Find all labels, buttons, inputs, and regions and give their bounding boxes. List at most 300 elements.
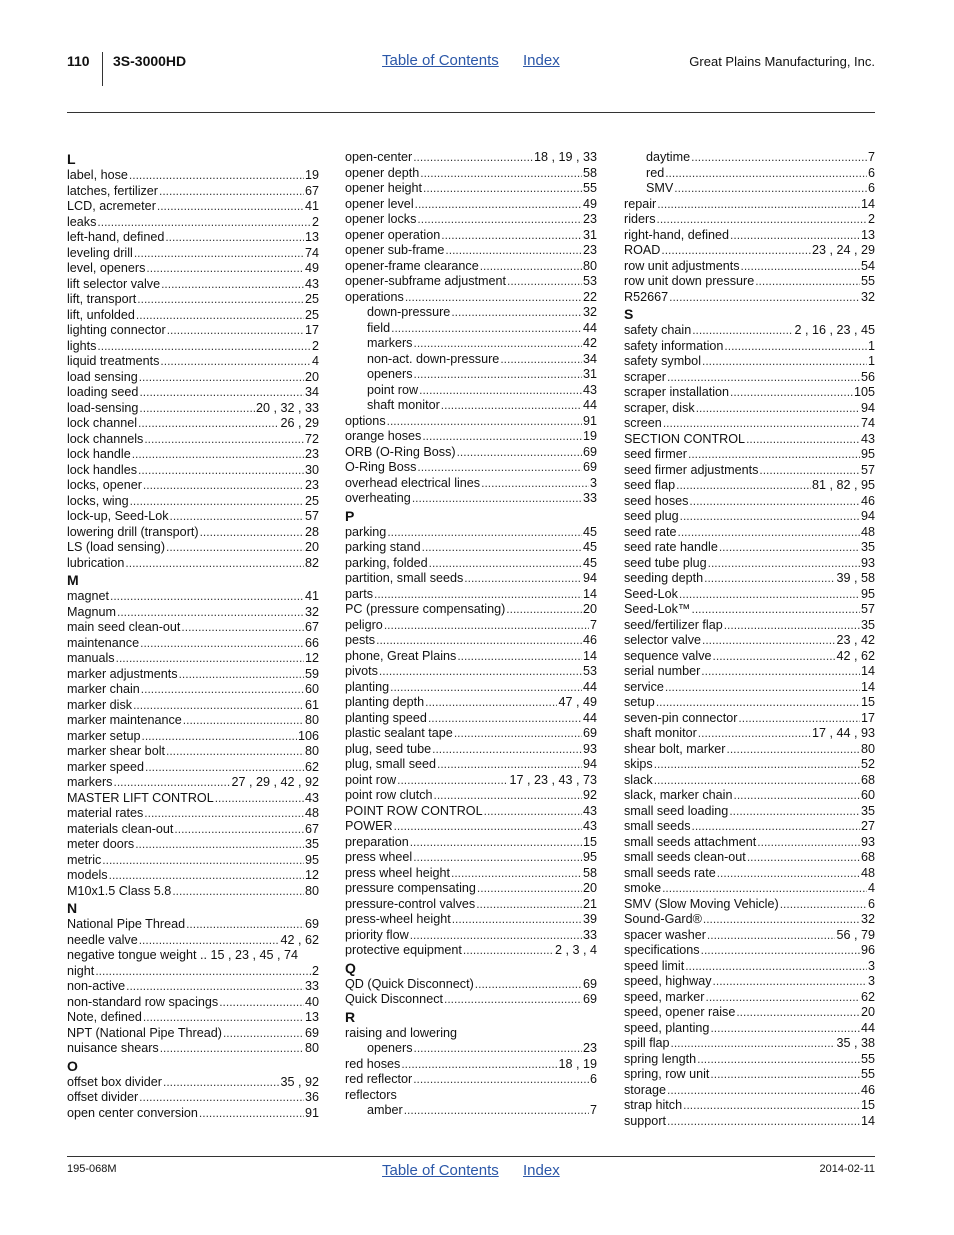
entry-page-refs[interactable]: 67	[304, 620, 319, 634]
entry-page-refs[interactable]: 95	[304, 852, 319, 867]
index-entry[interactable]	[345, 695, 597, 711]
index-entry[interactable]	[624, 212, 875, 228]
index-entry[interactable]	[345, 788, 597, 804]
entry-page-refs[interactable]: 62	[860, 989, 875, 1004]
index-entry[interactable]	[345, 943, 597, 959]
index-entry[interactable]	[624, 773, 875, 789]
index-entry[interactable]	[67, 416, 319, 432]
index-entry[interactable]	[345, 711, 597, 727]
index-link-bottom[interactable]: Index	[523, 1162, 560, 1179]
index-entry[interactable]	[67, 401, 319, 417]
entry-page-refs[interactable]: 72	[304, 431, 319, 446]
entry-page-refs[interactable]: 55	[860, 1051, 875, 1066]
entry-page-refs[interactable]: 14	[860, 1113, 875, 1128]
index-entry[interactable]	[67, 667, 319, 683]
index-entry[interactable]	[67, 744, 319, 760]
entry-page-refs[interactable]: 96	[860, 943, 875, 957]
index-entry[interactable]	[624, 525, 875, 541]
index-entry[interactable]	[345, 680, 597, 696]
index-entry[interactable]	[345, 633, 597, 649]
toc-link-top[interactable]: Table of Contents	[382, 52, 499, 69]
entry-page-refs[interactable]: 31	[582, 227, 597, 242]
index-entry[interactable]	[67, 323, 319, 339]
index-entry[interactable]	[345, 912, 597, 928]
index-entry[interactable]	[67, 760, 319, 776]
index-entry[interactable]	[624, 259, 875, 275]
index-entry[interactable]	[624, 1021, 875, 1037]
entry-page-refs[interactable]: 57	[304, 509, 319, 523]
index-entry[interactable]	[67, 463, 319, 479]
entry-page-refs[interactable]: 67	[304, 821, 319, 836]
index-entry[interactable]	[624, 509, 875, 525]
entry-page-refs[interactable]: 80	[582, 258, 597, 273]
entry-page-refs[interactable]: 1	[867, 338, 875, 353]
entry-page-refs[interactable]: 20	[582, 602, 597, 616]
index-entry[interactable]	[67, 620, 319, 636]
entry-page-refs[interactable]: 60	[304, 682, 319, 696]
entry-page-refs[interactable]: 62	[304, 759, 319, 774]
entry-page-refs[interactable]: 69	[582, 444, 597, 459]
entry-page-refs[interactable]: 20	[582, 881, 597, 895]
index-entry[interactable]	[67, 868, 319, 884]
entry-page-refs[interactable]: 95	[582, 850, 597, 864]
index-entry[interactable]	[67, 339, 319, 355]
index-entry[interactable]	[345, 602, 597, 618]
index-entry[interactable]	[624, 943, 875, 959]
entry-page-refs[interactable]: 23	[582, 1041, 597, 1055]
index-entry[interactable]	[624, 323, 875, 339]
index-entry[interactable]	[345, 742, 597, 758]
entry-page-refs[interactable]: 12	[304, 651, 319, 665]
entry-page-refs[interactable]: 44	[582, 398, 597, 412]
index-entry[interactable]	[67, 1026, 319, 1042]
entry-page-refs[interactable]: 3	[867, 958, 875, 973]
index-entry[interactable]	[345, 181, 597, 197]
entry-page-refs[interactable]: 35	[304, 837, 319, 851]
index-entry[interactable]	[345, 649, 597, 665]
entry-page-refs[interactable]: 95	[860, 447, 875, 461]
entry-page-refs[interactable]: 43	[582, 382, 597, 397]
entry-page-refs[interactable]: 68	[860, 850, 875, 864]
entry-page-refs[interactable]: 44	[582, 320, 597, 335]
entry-page-refs[interactable]: 25	[304, 493, 319, 508]
index-entry[interactable]	[624, 1036, 875, 1052]
entry-page-refs[interactable]: 45	[582, 524, 597, 539]
entry-page-refs[interactable]: 35	[860, 617, 875, 632]
entry-page-refs[interactable]: 74	[304, 245, 319, 260]
index-entry[interactable]	[345, 525, 597, 541]
index-entry[interactable]	[624, 757, 875, 773]
entry-page-refs[interactable]: 31	[582, 367, 597, 381]
index-subentry[interactable]	[345, 1103, 597, 1119]
entry-page-refs[interactable]: 94	[582, 571, 597, 585]
entry-page-refs[interactable]: 35	[860, 803, 875, 818]
entry-page-refs[interactable]: 44	[582, 679, 597, 694]
index-entry[interactable]	[624, 447, 875, 463]
index-entry[interactable]	[624, 788, 875, 804]
entry-page-refs[interactable]: 6	[589, 1072, 597, 1086]
entry-page-refs[interactable]: 14	[860, 679, 875, 694]
index-entry[interactable]	[67, 884, 319, 900]
index-entry[interactable]	[67, 917, 319, 933]
index-entry[interactable]	[67, 494, 319, 510]
entry-page-refs[interactable]: 23	[582, 243, 597, 257]
index-entry[interactable]	[345, 491, 597, 507]
entry-page-refs[interactable]: 69	[582, 460, 597, 474]
index-entry[interactable]	[624, 664, 875, 680]
entry-page-refs[interactable]: 56 , 79	[836, 927, 875, 942]
entry-page-refs[interactable]: 17	[304, 323, 319, 337]
index-entry[interactable]	[67, 995, 319, 1011]
index-entry[interactable]	[624, 897, 875, 913]
entry-page-refs[interactable]: 6	[867, 165, 875, 180]
entry-page-refs[interactable]: 17 , 44 , 93	[811, 726, 875, 740]
entry-page-refs[interactable]: 32	[860, 289, 875, 304]
index-entry[interactable]	[624, 274, 875, 290]
index-entry[interactable]	[345, 835, 597, 851]
index-entry[interactable]	[67, 478, 319, 494]
index-entry[interactable]	[624, 228, 875, 244]
index-entry[interactable]	[624, 370, 875, 386]
index-entry[interactable]	[624, 819, 875, 835]
index-entry[interactable]	[67, 230, 319, 246]
entry-page-refs[interactable]: 33	[582, 491, 597, 505]
index-entry[interactable]	[67, 1106, 319, 1122]
entry-page-refs[interactable]: 25	[304, 307, 319, 322]
index-entry[interactable]	[624, 556, 875, 572]
index-entry[interactable]	[624, 1098, 875, 1114]
entry-page-refs[interactable]: 55	[582, 181, 597, 195]
entry-page-refs[interactable]: 44	[582, 710, 597, 725]
entry-page-refs[interactable]: 33	[304, 979, 319, 993]
index-entry[interactable]	[345, 150, 597, 166]
entry-page-refs[interactable]: 52	[860, 757, 875, 771]
index-entry[interactable]	[624, 1114, 875, 1130]
index-subentry[interactable]	[345, 305, 597, 321]
index-entry[interactable]	[67, 651, 319, 667]
entry-page-refs[interactable]: 69	[304, 917, 319, 931]
index-entry[interactable]	[67, 184, 319, 200]
entry-page-refs[interactable]: 2	[311, 963, 319, 978]
entry-page-refs[interactable]: 55	[860, 274, 875, 288]
entry-page-refs[interactable]: 93	[582, 741, 597, 756]
entry-page-refs[interactable]: 94	[860, 400, 875, 415]
index-entry[interactable]	[624, 881, 875, 897]
entry-page-refs[interactable]: 80	[304, 1041, 319, 1055]
entry-page-refs[interactable]: 6	[867, 181, 875, 195]
entry-page-refs[interactable]: 7	[867, 150, 875, 164]
entry-page-refs[interactable]: 66	[304, 635, 319, 650]
entry-page-refs[interactable]: 39 , 58	[836, 571, 875, 585]
index-subentry[interactable]	[624, 150, 875, 166]
index-entry[interactable]	[624, 571, 875, 587]
index-entry[interactable]	[67, 948, 319, 964]
entry-page-refs[interactable]: 48	[860, 524, 875, 539]
entry-page-refs[interactable]: 53	[582, 664, 597, 678]
index-entry[interactable]	[345, 977, 597, 993]
index-entry[interactable]	[345, 429, 597, 445]
entry-page-refs[interactable]: 39	[582, 912, 597, 926]
entry-page-refs[interactable]: 105	[853, 385, 875, 399]
entry-page-refs[interactable]: 6	[867, 896, 875, 911]
index-entry[interactable]	[624, 540, 875, 556]
entry-page-refs[interactable]: 17	[860, 710, 875, 725]
entry-page-refs[interactable]: 1	[867, 354, 875, 368]
index-entry[interactable]	[624, 912, 875, 928]
entry-page-refs[interactable]: 20	[304, 540, 319, 554]
index-entry[interactable]	[67, 292, 319, 308]
entry-page-refs[interactable]: 35	[860, 540, 875, 554]
index-entry[interactable]	[67, 215, 319, 231]
entry-page-refs[interactable]: 12	[304, 868, 319, 882]
index-entry[interactable]	[67, 308, 319, 324]
index-entry[interactable]	[624, 494, 875, 510]
entry-page-refs[interactable]: 13	[304, 230, 319, 244]
index-entry[interactable]	[67, 682, 319, 698]
index-entry[interactable]	[345, 1072, 597, 1088]
index-entry[interactable]	[624, 695, 875, 711]
index-entry[interactable]	[67, 246, 319, 262]
entry-page-refs[interactable]: 27 , 29 , 42 , 92	[231, 775, 319, 789]
index-entry[interactable]	[67, 979, 319, 995]
entry-page-refs[interactable]: 55	[860, 1067, 875, 1081]
entry-page-refs[interactable]: 58	[582, 865, 597, 880]
entry-page-refs[interactable]: 81 , 82 , 95	[811, 478, 875, 492]
entry-page-refs[interactable]: 30	[304, 462, 319, 477]
index-entry[interactable]	[67, 432, 319, 448]
index-entry[interactable]	[67, 853, 319, 869]
index-entry[interactable]	[345, 414, 597, 430]
entry-page-refs[interactable]: 42 , 62	[280, 932, 319, 947]
entry-page-refs[interactable]: 17 , 23 , 43 , 73	[509, 772, 597, 787]
index-entry[interactable]	[345, 897, 597, 913]
index-entry[interactable]	[345, 850, 597, 866]
entry-page-refs[interactable]: 93	[860, 555, 875, 570]
index-entry[interactable]	[624, 974, 875, 990]
index-entry[interactable]	[345, 197, 597, 213]
index-entry[interactable]	[345, 819, 597, 835]
index-entry[interactable]	[67, 806, 319, 822]
entry-page-refs[interactable]: 22	[582, 289, 597, 304]
index-entry[interactable]	[624, 618, 875, 634]
entry-page-refs[interactable]: 43	[582, 819, 597, 833]
index-entry[interactable]	[624, 866, 875, 882]
entry-page-refs[interactable]: 2 , 3 , 4	[554, 943, 597, 957]
index-entry[interactable]	[67, 964, 319, 980]
index-entry[interactable]	[624, 990, 875, 1006]
entry-page-refs[interactable]: 67	[304, 183, 319, 198]
entry-page-refs[interactable]: 43	[304, 276, 319, 291]
entry-page-refs[interactable]: 28	[304, 524, 319, 539]
index-entry[interactable]	[624, 742, 875, 758]
index-entry[interactable]	[67, 525, 319, 541]
entry-page-refs[interactable]: 80	[304, 744, 319, 758]
entry-page-refs[interactable]: 18 , 19	[558, 1056, 597, 1071]
index-subentry[interactable]	[345, 1041, 597, 1057]
entry-page-refs[interactable]: 36	[304, 1090, 319, 1104]
entry-page-refs[interactable]: 49	[582, 196, 597, 211]
entry-page-refs[interactable]: 13	[860, 227, 875, 242]
index-entry[interactable]	[624, 401, 875, 417]
index-entry[interactable]	[67, 199, 319, 215]
entry-page-refs[interactable]: 59	[304, 666, 319, 681]
index-entry[interactable]	[345, 243, 597, 259]
index-entry[interactable]	[624, 726, 875, 742]
index-entry[interactable]	[345, 228, 597, 244]
entry-page-refs[interactable]: 92	[582, 788, 597, 802]
index-entry[interactable]	[345, 445, 597, 461]
entry-page-refs[interactable]: 44	[860, 1020, 875, 1035]
index-entry[interactable]	[624, 339, 875, 355]
index-entry[interactable]	[624, 850, 875, 866]
index-entry[interactable]	[67, 791, 319, 807]
entry-page-refs[interactable]: 45	[582, 555, 597, 570]
entry-page-refs[interactable]: 20	[860, 1005, 875, 1019]
index-subentry[interactable]	[624, 181, 875, 197]
entry-page-refs[interactable]: 42	[582, 336, 597, 350]
index-subentry[interactable]	[345, 383, 597, 399]
index-entry[interactable]	[345, 881, 597, 897]
entry-page-refs[interactable]: 14	[860, 664, 875, 678]
index-entry[interactable]	[67, 354, 319, 370]
entry-page-refs[interactable]: 27	[860, 819, 875, 833]
index-entry[interactable]	[624, 1005, 875, 1021]
index-entry[interactable]	[345, 587, 597, 603]
index-entry[interactable]	[67, 277, 319, 293]
entry-page-refs[interactable]: 43	[860, 431, 875, 446]
entry-page-refs[interactable]: 7	[589, 1103, 597, 1117]
entry-page-refs[interactable]: 7	[589, 617, 597, 632]
index-entry[interactable]	[624, 959, 875, 975]
index-entry[interactable]	[624, 633, 875, 649]
index-entry[interactable]	[67, 698, 319, 714]
entry-page-refs[interactable]: 13	[304, 1010, 319, 1024]
entry-page-refs[interactable]: 20	[304, 369, 319, 384]
entry-page-refs[interactable]: 46	[860, 1082, 875, 1097]
entry-page-refs[interactable]: 34	[582, 351, 597, 366]
index-entry[interactable]	[624, 1083, 875, 1099]
entry-page-refs[interactable]: 80	[304, 883, 319, 898]
index-entry[interactable]	[345, 1088, 597, 1104]
entry-page-refs[interactable]: 40	[304, 994, 319, 1009]
entry-page-refs[interactable]: 94	[582, 757, 597, 771]
entry-page-refs[interactable]: 45	[582, 540, 597, 554]
index-entry[interactable]	[345, 618, 597, 634]
entry-page-refs[interactable]: 74	[860, 416, 875, 430]
index-entry[interactable]	[624, 1052, 875, 1068]
index-entry[interactable]	[67, 933, 319, 949]
index-entry[interactable]	[67, 261, 319, 277]
entry-page-refs[interactable]: 94	[860, 509, 875, 523]
index-entry[interactable]	[624, 1067, 875, 1083]
index-entry[interactable]	[67, 822, 319, 838]
index-entry[interactable]	[345, 1026, 597, 1042]
entry-page-refs[interactable]: 35 , 92	[280, 1074, 319, 1089]
entry-page-refs[interactable]: 19	[304, 168, 319, 182]
entry-page-refs[interactable]: 32	[304, 604, 319, 619]
index-entry[interactable]	[624, 711, 875, 727]
entry-page-refs[interactable]: 32	[860, 912, 875, 926]
entry-page-refs[interactable]: 23	[304, 447, 319, 461]
index-entry[interactable]	[624, 649, 875, 665]
index-entry[interactable]	[624, 290, 875, 306]
entry-page-refs[interactable]: 93	[860, 834, 875, 849]
index-entry[interactable]	[624, 432, 875, 448]
index-entry[interactable]	[624, 602, 875, 618]
entry-page-refs[interactable]: 69	[582, 726, 597, 740]
index-entry[interactable]	[345, 540, 597, 556]
index-entry[interactable]	[345, 556, 597, 572]
index-entry[interactable]	[67, 729, 319, 745]
entry-page-refs[interactable]: 2	[311, 338, 319, 353]
index-entry[interactable]	[345, 726, 597, 742]
index-entry[interactable]	[67, 713, 319, 729]
entry-page-refs[interactable]: 68	[860, 772, 875, 787]
entry-page-refs[interactable]: 43	[304, 790, 319, 805]
entry-page-refs[interactable]: 57	[860, 602, 875, 616]
entry-page-refs[interactable]: 80	[860, 741, 875, 756]
entry-page-refs[interactable]: 23 , 24 , 29	[811, 243, 875, 257]
entry-page-refs[interactable]: 2	[311, 214, 319, 229]
index-entry[interactable]	[345, 866, 597, 882]
index-entry[interactable]	[624, 587, 875, 603]
index-entry[interactable]	[67, 1041, 319, 1057]
entry-page-refs[interactable]: 46	[582, 633, 597, 647]
entry-page-refs[interactable]: 20 , 32 , 33	[255, 400, 319, 415]
entry-page-refs[interactable]: 18 , 19 , 33	[533, 150, 597, 164]
index-subentry[interactable]	[624, 166, 875, 182]
index-entry[interactable]	[624, 928, 875, 944]
index-entry[interactable]	[67, 447, 319, 463]
entry-page-refs[interactable]: 34	[304, 385, 319, 399]
entry-page-refs[interactable]: 48	[860, 865, 875, 880]
entry-page-refs[interactable]: 23	[582, 212, 597, 226]
index-entry[interactable]	[67, 605, 319, 621]
index-entry[interactable]	[67, 168, 319, 184]
index-entry[interactable]	[67, 589, 319, 605]
entry-page-refs[interactable]: 4	[311, 354, 319, 368]
toc-link-bottom[interactable]: Table of Contents	[382, 1162, 499, 1179]
entry-page-refs[interactable]: 91	[304, 1105, 319, 1120]
index-entry[interactable]	[345, 259, 597, 275]
index-entry[interactable]	[624, 680, 875, 696]
index-subentry[interactable]	[345, 367, 597, 383]
index-entry[interactable]	[624, 197, 875, 213]
index-entry[interactable]	[67, 1010, 319, 1026]
entry-page-refs[interactable]: 60	[860, 788, 875, 802]
index-entry[interactable]	[624, 354, 875, 370]
entry-page-refs[interactable]: 15	[860, 1098, 875, 1112]
entry-page-refs[interactable]: 19	[582, 429, 597, 443]
entry-page-refs[interactable]: 53	[582, 274, 597, 288]
entry-page-refs[interactable]: 49	[304, 261, 319, 275]
index-entry[interactable]	[624, 478, 875, 494]
entry-page-refs[interactable]: 54	[860, 258, 875, 273]
entry-page-refs[interactable]: 57	[860, 462, 875, 477]
index-entry[interactable]	[345, 664, 597, 680]
entry-page-refs[interactable]: 91	[582, 413, 597, 428]
entry-page-refs[interactable]: 69	[304, 1025, 319, 1040]
index-entry[interactable]	[624, 804, 875, 820]
entry-page-refs[interactable]: 14	[582, 648, 597, 663]
entry-page-refs[interactable]: 26 , 29	[280, 416, 319, 430]
entry-page-refs[interactable]: 80	[304, 713, 319, 727]
entry-page-refs[interactable]: 3	[867, 974, 875, 988]
entry-page-refs[interactable]: 33	[582, 927, 597, 942]
index-entry[interactable]	[345, 212, 597, 228]
entry-page-refs[interactable]: 15	[582, 834, 597, 849]
index-link-top[interactable]: Index	[523, 52, 560, 69]
